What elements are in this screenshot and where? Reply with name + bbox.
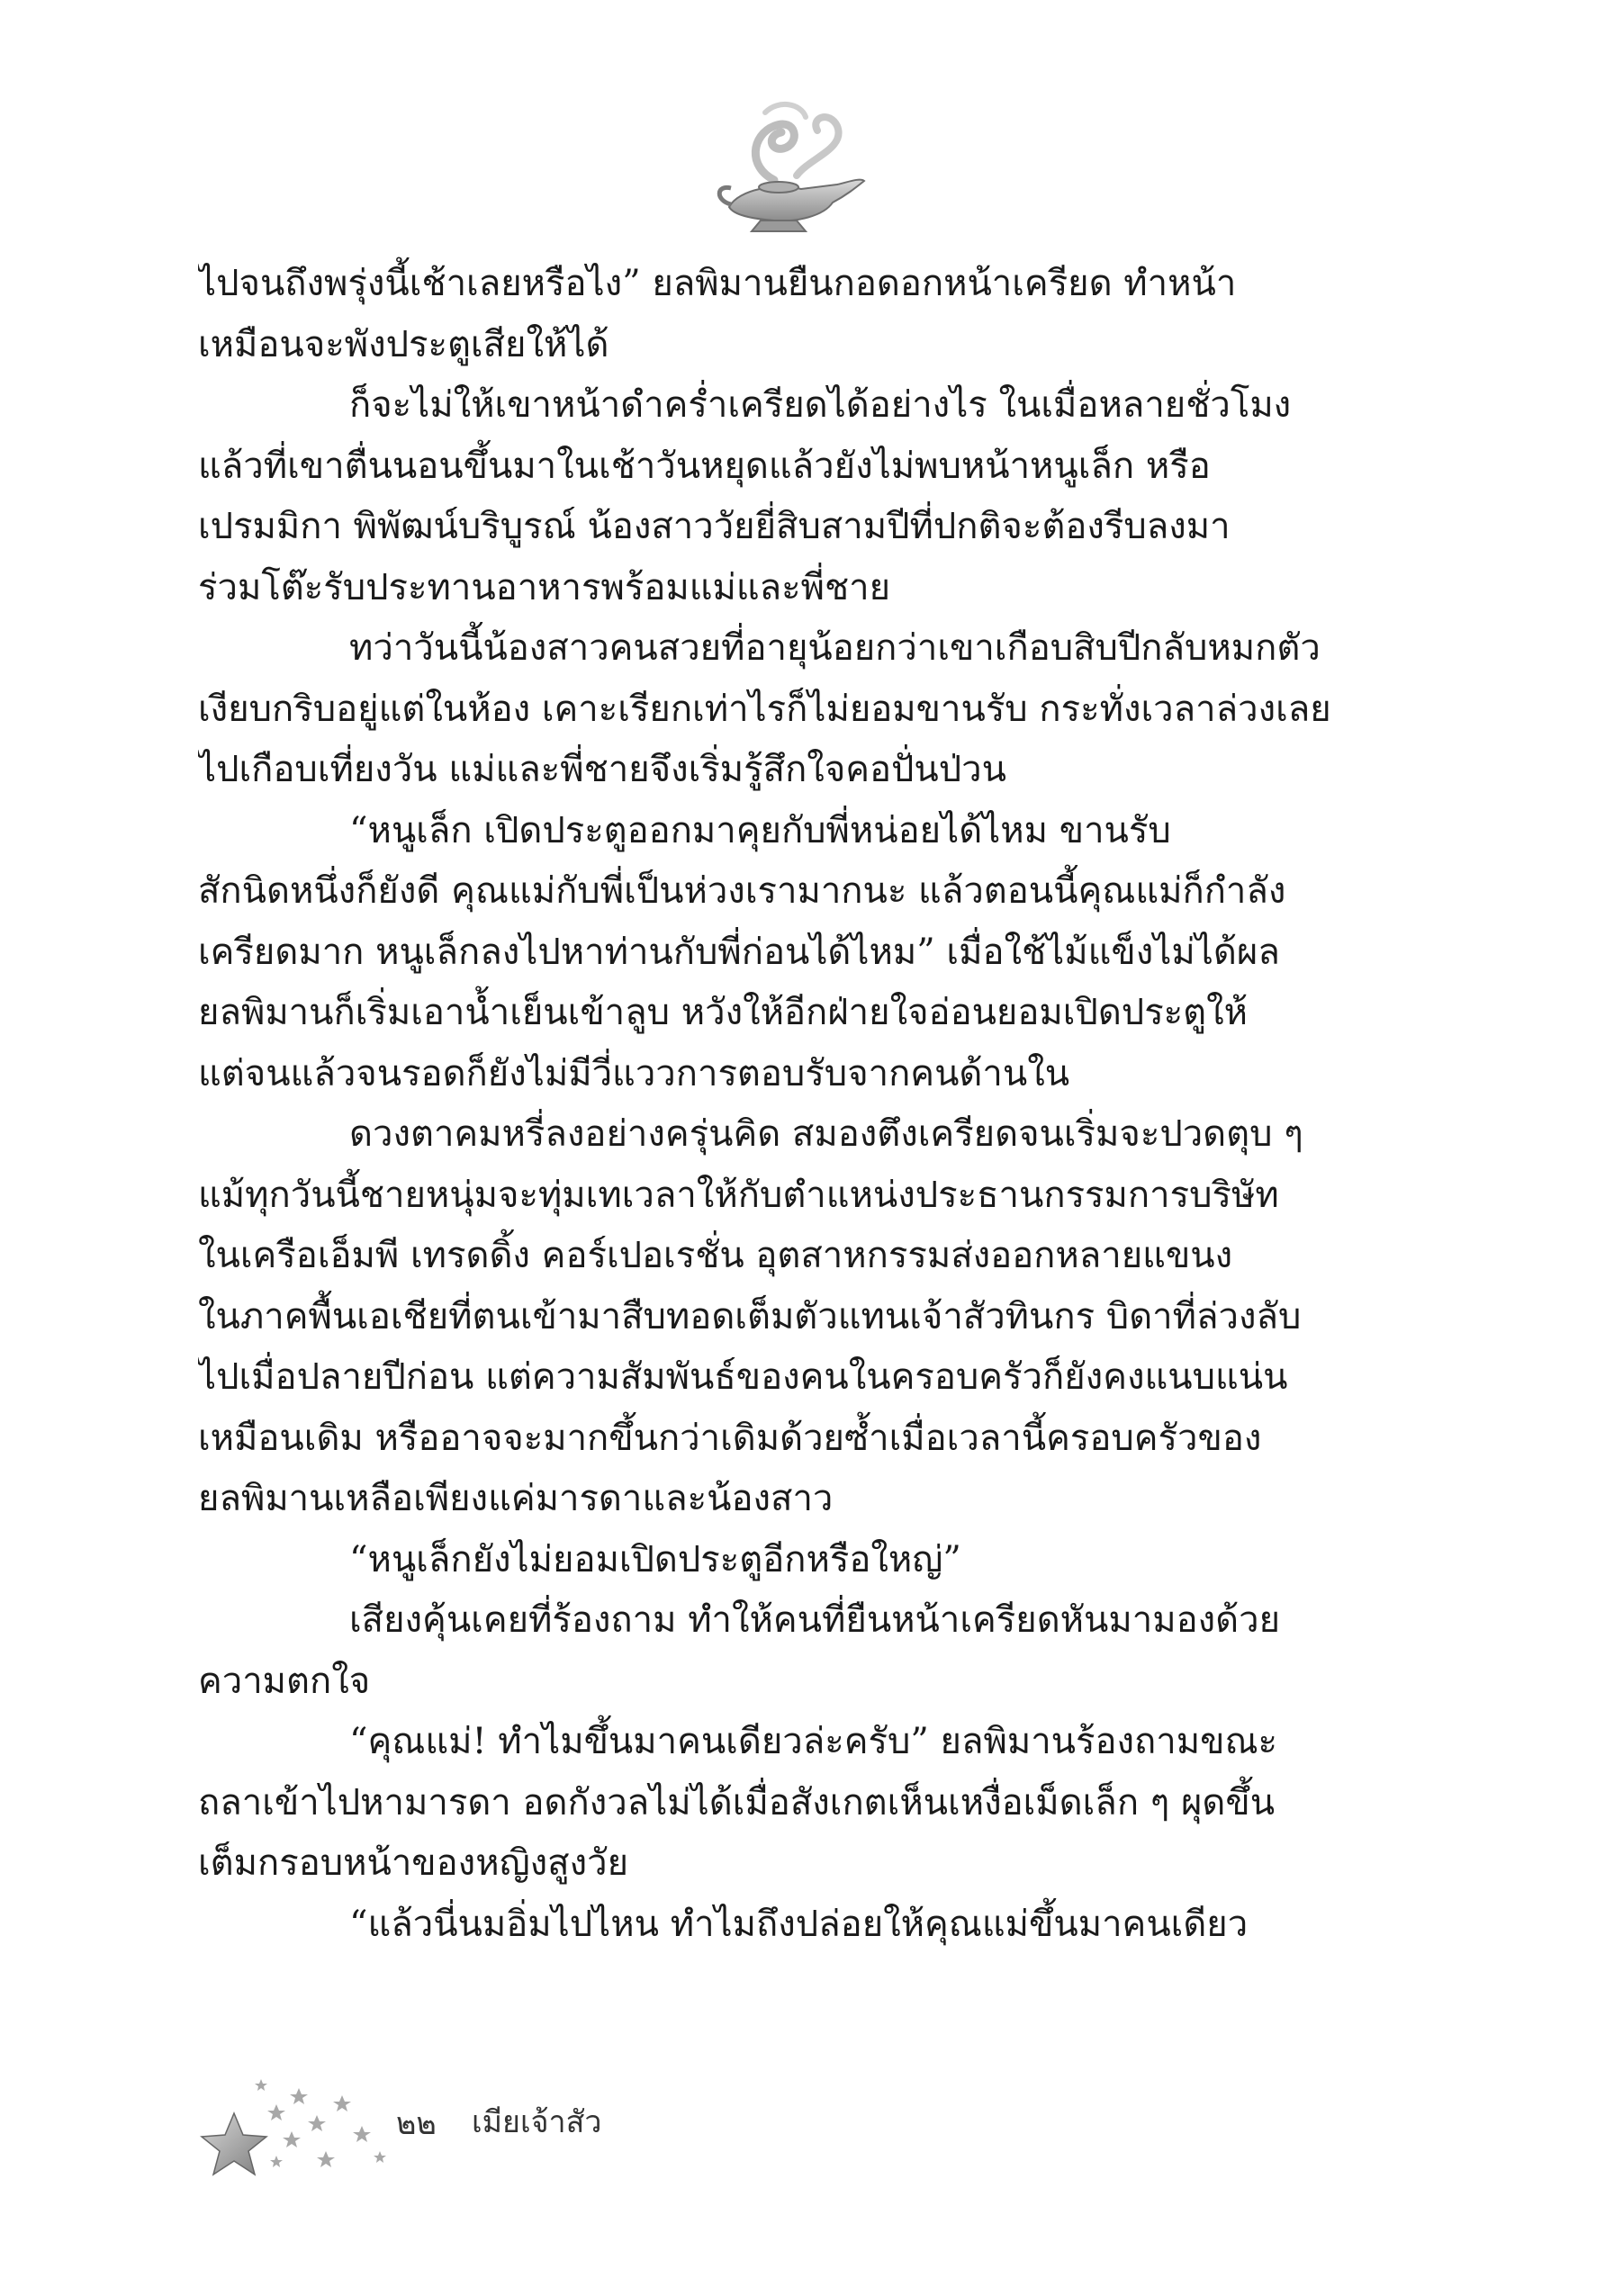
text-line: แม้ทุกวันนี้ชายหนุ่มจะทุ่มเทเวลาให้กับตำแหน่งประธานกรรมการบริษัท — [198, 1174, 1279, 1216]
book-title: เมียเจ้าสัว — [472, 2104, 602, 2140]
text-line: แล้วที่เขาตื่นนอนขึ้นมาในเช้าวันหยุดแล้วยังไม่พบหน้าหนูเล็ก หรือ — [198, 445, 1211, 487]
text-line: “คุณแม่! ทำไมขึ้นมาคนเดียวล่ะครับ” ยลพิมานร้องถามขณะ — [349, 1721, 1278, 1762]
text-line: สักนิดหนึ่งก็ยังดี คุณแม่กับพี่เป็นห่วงเรามากนะ แล้วตอนนี้คุณแม่ก็กำลัง — [198, 870, 1286, 912]
text-line: “หนูเล็ก เปิดประตูออกมาคุยกับพี่หน่อยได้ไหม ขานรับ — [349, 809, 1171, 851]
stars-icon — [191, 2061, 407, 2178]
text-line: ก็จะไม่ให้เขาหน้าดำคร่ำเครียดได้อย่างไร ในเมื่อหลายชั่วโมง — [349, 384, 1292, 426]
text-line: เต็มกรอบหน้าของหญิงสูงวัย — [198, 1842, 629, 1884]
text-line: ยลพิมานก็เริ่มเอาน้ำเย็นเข้าลูบ หวังให้อีกฝ่ายใจอ่อนยอมเปิดประตูให้ — [198, 992, 1249, 1033]
text-line: ไปเมื่อปลายปีก่อน แต่ความสัมพันธ์ของคนในครอบครัวก็ยังคงแนบแน่น — [198, 1356, 1288, 1398]
text-line: แต่จนแล้วจนรอดก็ยังไม่มีวี่แววการตอบรับจากคนด้านใน — [198, 1052, 1070, 1094]
text-line: เหมือนจะพังประตูเสียให้ได้ — [198, 323, 609, 365]
text-line: ความตกใจ — [198, 1660, 371, 1702]
text-line: ร่วมโต๊ะรับประทานอาหารพร้อมแม่และพี่ชาย — [198, 566, 891, 608]
text-line: “แล้วนี่นมอิ่มไปไหน ทำไมถึงปล่อยให้คุณแม่ขึ้นมาคนเดียว — [349, 1903, 1249, 1945]
body-text — [198, 254, 1368, 1955]
text-line: เครียดมาก หนูเล็กลงไปหาท่านกับพี่ก่อนได้ไหม” เมื่อใช้ไม้แข็งไม่ได้ผล — [198, 931, 1280, 973]
text-line: ในภาคพื้นเอเชียที่ตนเข้ามาสืบทอดเต็มตัวแทนเจ้าสัวทินกร บิดาที่ล่วงลับ — [198, 1295, 1302, 1337]
genie-lamp-icon — [711, 95, 869, 248]
text-line: “หนูเล็กยังไม่ยอมเปิดประตูอีกหรือใหญ่” — [349, 1538, 961, 1580]
text-line: ทว่าวันนี้น้องสาวคนสวยที่อายุน้อยกว่าเขาเกือบสิบปีกลับหมกตัว — [349, 627, 1321, 669]
text-line: เงียบกริบอยู่แต่ในห้อง เคาะเรียกเท่าไรก็ไม่ยอมขานรับ กระทั่งเวลาล่วงเลย — [198, 688, 1331, 730]
text-line: ถลาเข้าไปหามารดา อดกังวลไม่ได้เมื่อสังเกตเห็นเหงื่อเม็ดเล็ก ๆ ผุดขึ้น — [198, 1781, 1276, 1823]
text-line: ดวงตาคมหรี่ลงอย่างครุ่นคิด สมองตึงเครียดจนเริ่มจะปวดตุบ ๆ — [349, 1113, 1303, 1155]
text-line: เสียงคุ้นเคยที่ร้องถาม ทำให้คนที่ยืนหน้าเครียดหันมามองด้วย — [349, 1599, 1281, 1641]
text-line: เหมือนเดิม หรืออาจจะมากขึ้นกว่าเดิมด้วยซ้ำเมื่อเวลานี้ครอบครัวของ — [198, 1417, 1262, 1459]
text-line: ไปจนถึงพรุ่งนี้เช้าเลยหรือไง” ยลพิมานยืนกอดอกหน้าเครียด ทำหน้า — [198, 263, 1237, 304]
text-line: ไปเกือบเที่ยงวัน แม่และพี่ชายจึงเริ่มรู้สึกใจคอปั่นป่วน — [198, 749, 1006, 790]
page-number: ๒๒ — [396, 2106, 437, 2142]
text-line: เปรมมิกา พิพัฒน์บริบูรณ์ น้องสาววัยยี่สิบสามปีที่ปกติจะต้องรีบลงมา — [198, 506, 1231, 547]
text-line: ในเครือเอ็มพี เทรดดิ้ง คอร์เปอเรชั่น อุตสาหกรรมส่งออกหลายแขนง — [198, 1235, 1233, 1276]
page-footer — [191, 2061, 641, 2196]
text-line: ยลพิมานเหลือเพียงแค่มารดาและน้องสาว — [198, 1478, 834, 1519]
